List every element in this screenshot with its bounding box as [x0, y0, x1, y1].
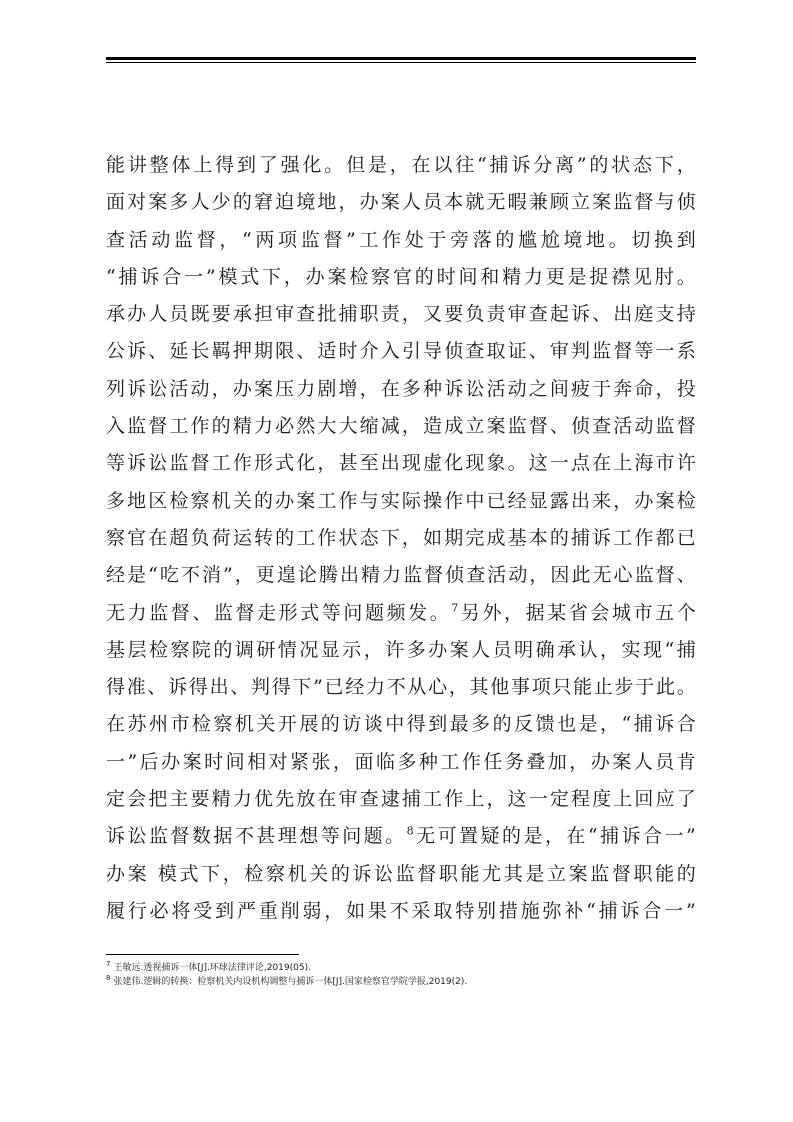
text-line: 查活动监督，“两项监督”工作处于旁落的尴尬境地。切换到	[106, 228, 696, 251]
footnote-number: 8	[106, 974, 111, 982]
text-line: 公诉、延长羁押期限、适时介入引导侦查取证、审判监督等一系	[106, 340, 696, 363]
text-line: 在苏州市检察机关开展的访谈中得到最多的反馈也是，“捕诉合	[106, 713, 696, 736]
text-line-with-footnote	[106, 818, 696, 855]
footnote-number: 7	[106, 960, 111, 968]
text-line: 得准、诉得出、判得下”已经力不从心，其他事项只能止步于此。	[106, 676, 696, 699]
text-segment: 无可置疑的是，在“捕诉合一”	[413, 825, 696, 848]
text-line-with-footnote	[106, 595, 696, 632]
text-segment: 无力监督、监督走形式等问题频发。	[106, 601, 452, 624]
text-line: 经是“吃不消”，更遑论腾出精力监督侦查活动，因此无心监督、	[106, 564, 696, 587]
header-rule-secondary	[106, 62, 696, 63]
text-line: 入监督工作的精力必然大大缩减，造成立案监督、侦查活动监督	[106, 415, 696, 438]
text-line: 定会把主要精力优先放在审查逮捕工作上，这一定程度上回应了	[106, 788, 696, 811]
text-line: 等诉讼监督工作形式化，甚至出现虚化现象。这一点在上海市许	[106, 452, 696, 475]
footnote-text: 张建伟.逻辑的转换：检察机关内设机构调整与捕诉一体[J].国家检察官学院学报,2019(2).	[113, 977, 468, 987]
text-line: 办案 模式下，检察机关的诉讼监督职能尤其是立案监督职能的	[106, 862, 696, 885]
footnote-separator	[106, 954, 299, 955]
text-line: 察官在超负荷运转的工作状态下，如期完成基本的捕诉工作都已	[106, 526, 696, 549]
header-rule	[106, 57, 696, 60]
text-line: 多地区检察机关的办案工作与实际操作中已经显露出来，办案检	[106, 489, 696, 512]
footnote	[106, 961, 696, 975]
text-line: 列诉讼活动，办案压力剧增，在多种诉讼活动之间疲于奔命，投	[106, 377, 696, 400]
footnote-text: 王敏远.透视捕诉一体[J].环球法律评论,2019(05).	[113, 963, 311, 973]
text-line: 面对案多人少的窘迫境地，办案人员本就无暇兼顾立案监督与侦	[106, 191, 696, 214]
body-paragraph	[106, 147, 696, 930]
text-line: 承办人员既要承担审查批捕职责，又要负责审查起诉、出庭支持	[106, 303, 696, 326]
footnote-ref[interactable]: 8	[406, 825, 414, 839]
footnotes	[106, 961, 696, 989]
footnote	[106, 975, 696, 989]
text-line: 基层检察院的调研情况显示，许多办案人员明确承认，实现“捕	[106, 638, 696, 661]
text-segment: 另外，据某省会城市五个	[458, 601, 696, 624]
text-line: 能讲整体上得到了强化。但是，在以往“捕诉分离”的状态下，	[106, 154, 696, 176]
text-line: 履行必将受到严重削弱，如果不采取特别措施弥补“捕诉合一”	[106, 899, 696, 922]
text-line: “捕诉合一”模式下，办案检察官的时间和精力更是捉襟见肘。	[106, 265, 696, 288]
text-line: 一”后办案时间相对紧张，面临多种工作任务叠加，办案人员肯	[106, 750, 696, 773]
text-segment: 诉讼监督数据不甚理想等问题。	[106, 825, 407, 848]
footnote-ref[interactable]: 7	[451, 601, 459, 615]
